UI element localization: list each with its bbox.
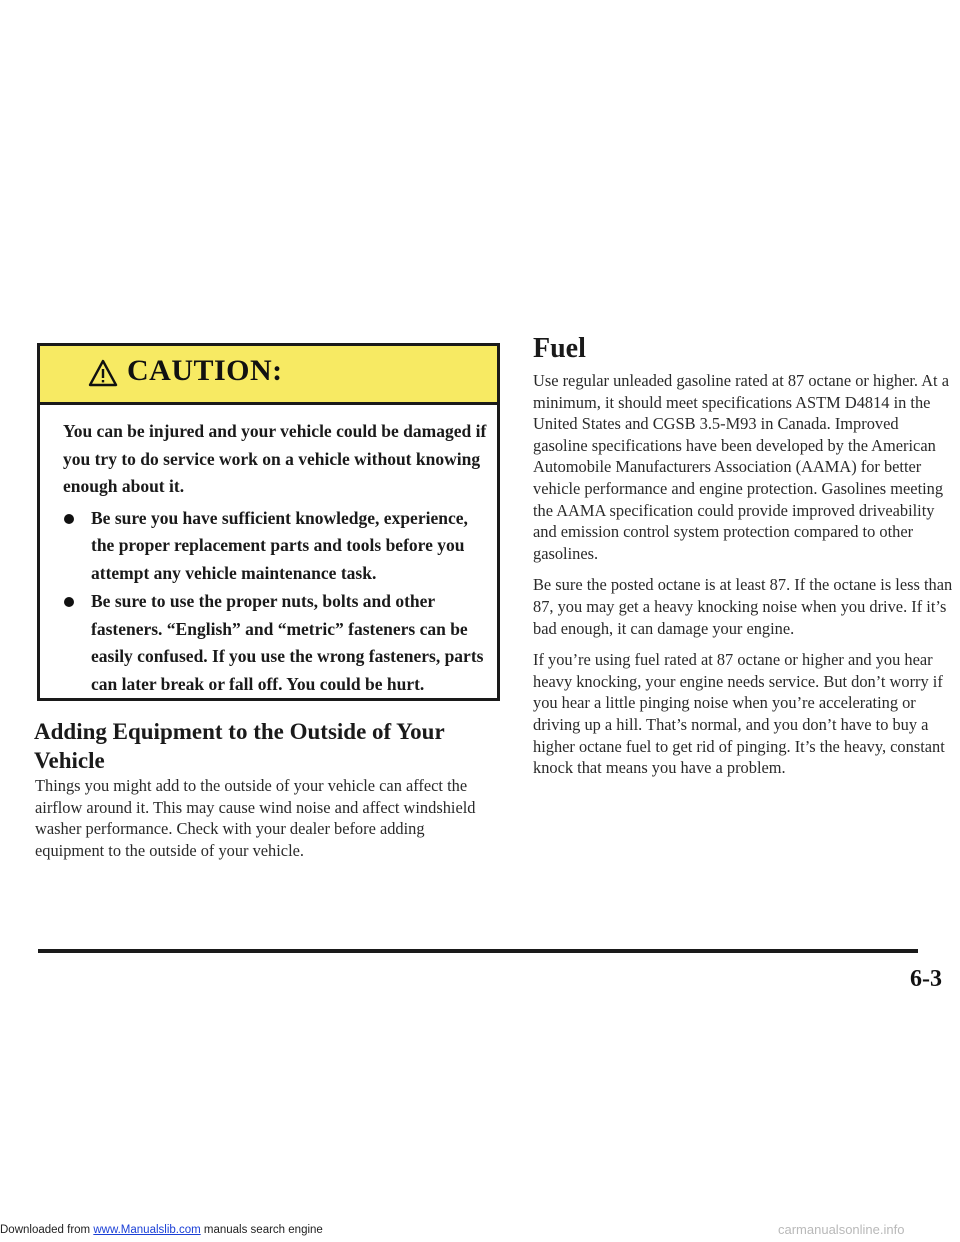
banner-prefix: Downloaded from — [0, 1224, 94, 1236]
fuel-heading: Fuel — [533, 333, 586, 364]
watermark: carmanualsonline.info — [778, 1222, 905, 1237]
bullet-icon — [64, 597, 74, 607]
page-number: 6-3 — [910, 966, 942, 992]
caution-bullet — [63, 588, 488, 698]
caution-body — [63, 418, 488, 699]
fuel-paragraph: If you’re using fuel rated at 87 octane or higher and you hear heavy knocking, your engine needs service. But don’t worry if you hear a little pinging noise when you’re accelerating or driving up a hill. That’s normal, and you don’t have to buy a higher octane fuel to get rid of pinging. It’s the heavy, constant knock that means you have a problem. — [533, 650, 945, 778]
download-banner — [0, 1224, 323, 1236]
fuel-paragraph: Be sure the posted octane is at least 87. If the octane is less than 87, you may get a heavy knocking noise when you drive. If it’s bad enough, it can damage your engine. — [533, 575, 953, 638]
fuel-text — [533, 370, 955, 789]
caution-box — [37, 343, 500, 701]
page-rule — [38, 949, 918, 953]
manualslib-link[interactable]: www.Manualslib.com — [93, 1224, 201, 1236]
banner-suffix: manuals search engine — [200, 1224, 323, 1236]
adding-equipment-paragraph: Things you might add to the outside of your vehicle can affect the airflow around it. This may cause wind noise and affect windshield washer performance. Check with your dealer before adding equipment to the outside of your vehicle. — [35, 776, 476, 860]
adding-equipment-text — [35, 775, 495, 871]
caution-bullet-text: Be sure you have sufficient knowledge, experience, the proper replacement parts and tools before you attempt any vehicle maintenance task. — [91, 507, 468, 583]
caution-intro: You can be injured and your vehicle could be damaged if you try to do service work on a vehicle without knowing enough about it. — [63, 421, 487, 496]
warning-triangle-icon — [88, 359, 118, 387]
caution-header — [40, 346, 497, 405]
caution-title: CAUTION: — [127, 354, 283, 387]
caution-bullet — [63, 505, 488, 588]
fuel-paragraph: Use regular unleaded gasoline rated at 87 octane or higher. At a minimum, it should meet specifications ASTM D4814 in the United States and CGSB 3.5-M93 in Canada. Improved gasoline specifications have been developed by the American Automobile Manufacturers Association (AAMA) for better vehicle performance and engine protection. Gasolines meeting the AAMA specification could provide improved driveability and emission control system protection compared to other gasolines. — [533, 371, 949, 563]
bullet-icon — [64, 514, 74, 524]
adding-equipment-heading: Adding Equipment to the Outside of Your Vehicle — [34, 719, 445, 773]
caution-bullet-text: Be sure to use the proper nuts, bolts and other fasteners. “English” and “metric” fasteners can be easily confused. If you use the wrong fasteners, parts can later break or fall off. You could be hurt. — [91, 591, 484, 694]
